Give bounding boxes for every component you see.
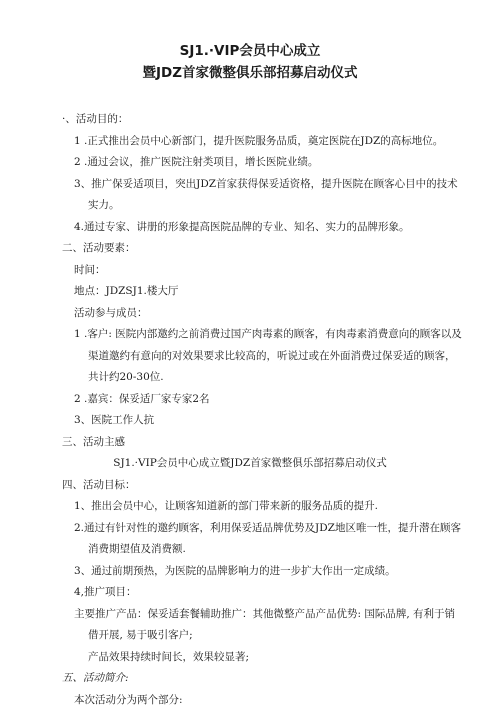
doc-title-line-1: SJ1.·VIP会员中心成立 (179, 43, 321, 59)
s2-participants: 活动参与成员： (74, 306, 148, 319)
s4-promo-line-3: 产品效果持续时间长，效果较显著; (88, 650, 250, 663)
s4-promo-line-2: 借开展, 易于吸引客户; (88, 629, 193, 641)
s1-item-1: 1 .正式推出会员中心新部门，提升医院服务品质，奠定医院在JDZ的高标地位。 (74, 134, 444, 147)
s2-item-1: 1 .客户: 医院内部邀约之前消费过国产肉毒素的顾客，有肉毒素消费意向的顾客以及 (74, 328, 462, 340)
s4-item-3: 3、通过前期预热，为医院的品牌影响力的进一步扩大作出一定成绩。 (74, 564, 396, 577)
section-5-heading: 五、活动简介: (62, 672, 129, 684)
section-3-heading: 三、活动主感 (62, 435, 125, 448)
s5-text: 本次活动分为两个部分: (74, 693, 183, 706)
s1-item-4: 4.通过专家、讲册的形象提高医院品牌的专业、知名、实力的品牌形象。 (74, 220, 410, 233)
doc-title-line-2: 暨JDZ首家微整俱乐部招募启动仪式 (142, 65, 358, 81)
s4-item-2-cont: 消费期望值及消费额. (88, 543, 186, 555)
section-2-heading: 二、活动要素： (62, 242, 136, 254)
s4-item-4: 4,推广项目： (74, 586, 137, 598)
s4-item-1: 1、推出会员中心，让顾客知道新的部门带来新的服务品质的提升. (74, 500, 379, 512)
s2-item-2: 2 .嘉宾：保妥适厂家专家2名 (74, 392, 210, 405)
s4-promo-line-1: 主要推广产品：保妥适套餐辅助推广：其他微整产品产品优势: 国际品牌, 有利于销 (74, 607, 456, 620)
s1-item-3: 3、推广保妥适项目，突出JDZ首家获得保妥适资格，提升医院在顾客心目中的技术 (74, 177, 458, 190)
s2-item-3: 3、医院工作人抗 (74, 414, 155, 426)
s4-item-2: 2.通过有针对性的邀约顾客，利用保妥适品牌优势及JDZ地区唯一性，提升潜在顾客 (74, 521, 461, 534)
s2-time: 时间： (74, 263, 106, 276)
section-4-heading: 四、活动目标： (62, 478, 136, 491)
s2-item-1-cont-2: 共计约20-30位. (88, 371, 164, 383)
s3-theme: SJ1.·VIP会员中心成立暨JDZ首家微整俱乐部招募启动仪式 (113, 457, 387, 469)
section-1-heading: ·、活动目的： (62, 113, 129, 125)
s2-item-1-cont-1: 渠道邀约有意向的对效果要求比较高的，听说过或在外面消费过保妥适的顾客， (88, 349, 456, 362)
s1-item-2: 2 .通过会议，推广医院注射类项目，增长医院业绩。 (74, 156, 319, 168)
s1-item-3-cont: 实力。 (88, 199, 120, 211)
s2-place: 地点：JDZSJ1.楼大厅 (74, 285, 179, 297)
